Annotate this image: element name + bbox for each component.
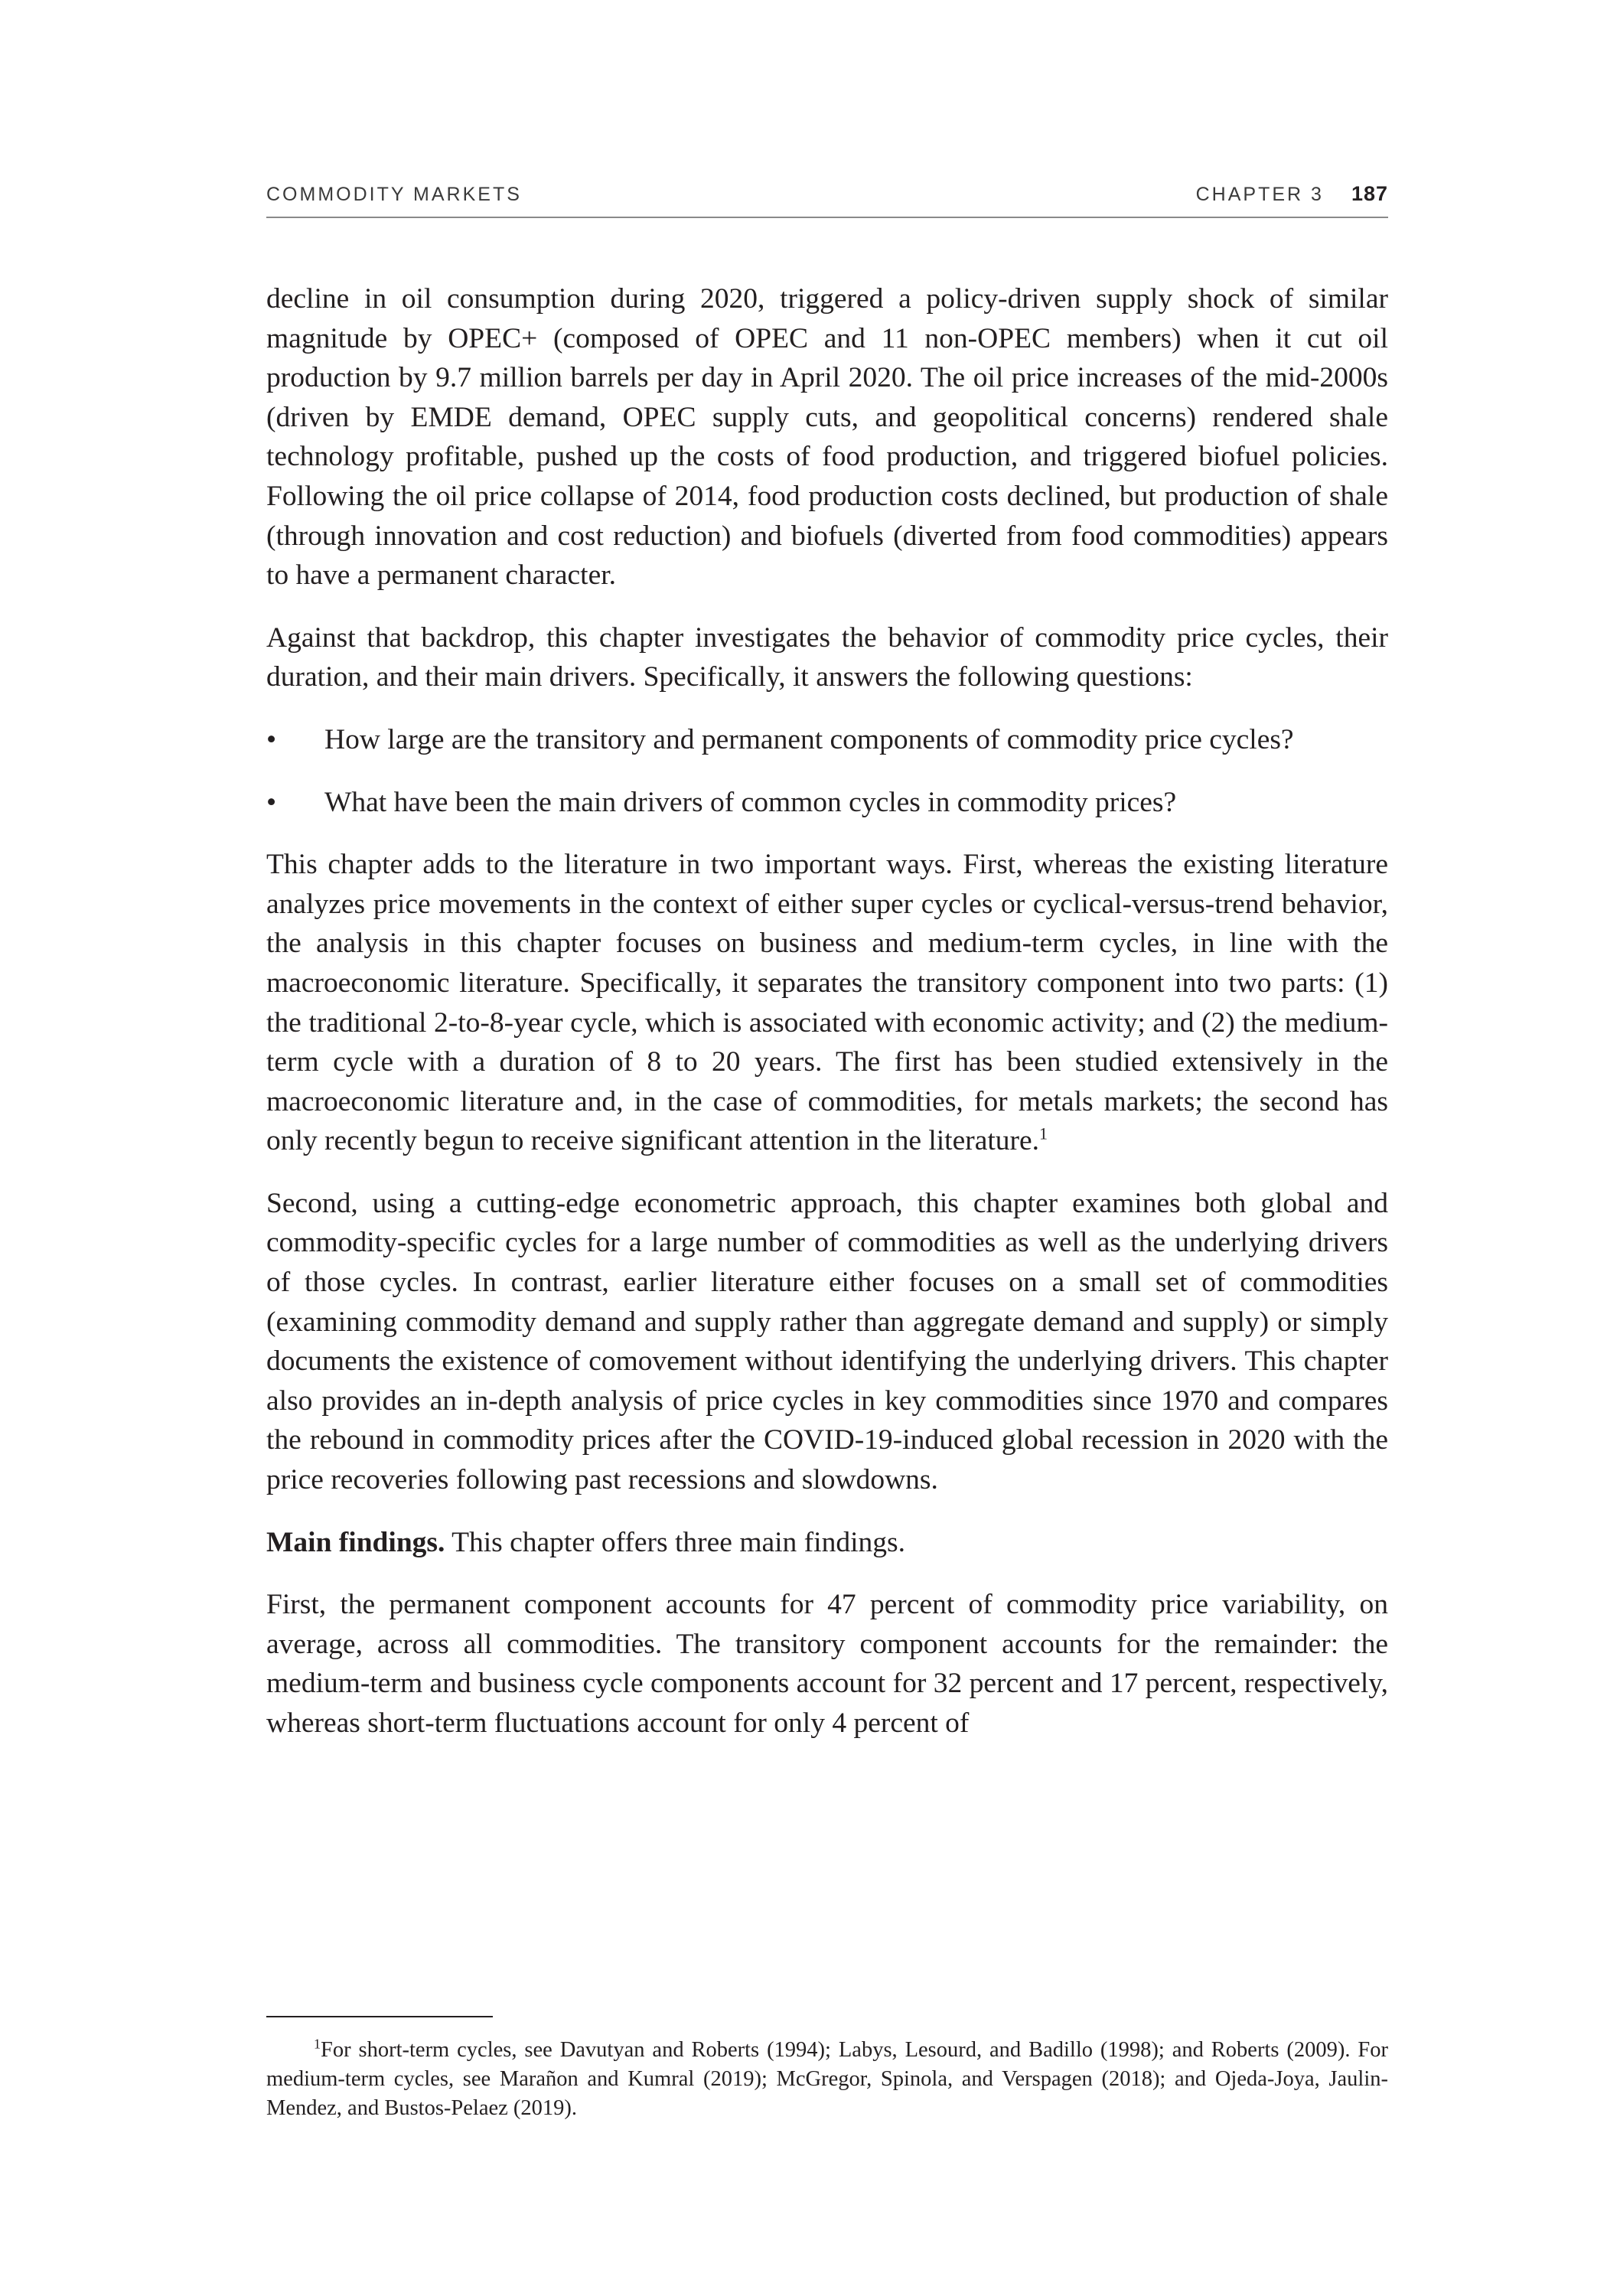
page xyxy=(266,182,1388,1766)
footnote-divider xyxy=(266,2016,493,2017)
running-header xyxy=(266,182,1388,218)
paragraph-text: This chapter adds to the literature in two important ways. First, whereas the existing literature analyzes price movements in the context of either super cycles or cyclical-versus-trend behavior, the analysis in this chapter focuses on business and medium-term cycles, in line with the macroeconomic literature. Specifically, it separates the transitory component into two parts: (1) the traditional 2-to-8-year cycle, which is associated with economic activity; and (2) the medium-term cycle with a duration of 8 to 20 years. The first has been studied extensively in the macroeconomic literature and, in the case of commodities, for metals markets; the second has only recently begun to receive significant attention in the literature. xyxy=(266,849,1388,1157)
question-list xyxy=(266,720,1388,822)
page-number: 187 xyxy=(1351,182,1388,205)
chapter-label: CHAPTER 3 xyxy=(1195,184,1324,205)
question-text: How large are the transitory and permanent components of commodity price cycles? xyxy=(324,723,1294,755)
paragraph-first-finding: First, the permanent component accounts for 47 percent of commodity price variability, on average, across all commodities. The transitory component accounts for the remainder: the medium-term and business cycle components account for 32 percent and 17 percent, respectively, whereas short-term fluctuations account for only 4 percent of xyxy=(266,1589,1388,1739)
question-item xyxy=(266,720,1388,760)
footnote-reference[interactable]: 1 xyxy=(1039,1124,1048,1143)
section-title: COMMODITY MARKETS xyxy=(266,184,522,205)
footnote-text: For short-term cycles, see Davutyan and Roberts (1994); Labys, Lesourd, and Badillo (1998); and Roberts (2009). For medium-term cycles, see Marañon and Kumral (2019); McGregor, Spinola, and Verspagen (2018); and Ojeda-Joya, Jaulin-Mendez, and Bustos-Pelaez (2019). xyxy=(266,2038,1388,2120)
footnotes xyxy=(266,2036,1388,2123)
main-findings-text: This chapter offers three main findings. xyxy=(445,1526,905,1558)
question-item xyxy=(266,783,1388,823)
paragraph-contribution-second: Second, using a cutting-edge econometric approach, this chapter examines both global and commodity-specific cycles for a large number of commodities as well as the underlying drivers of those cycles. In contrast, earlier literature either focuses on a small set of commodities (examining commodity demand and supply rather than aggregate demand and supply) or simply documents the existence of comovement without identifying the underlying drivers. This chapter also provides an in-depth analysis of price cycles in key commodities since 1970 and compares the rebound in commodity prices after the COVID-19-induced global recession in 2020 with the price recoveries following past recessions and slowdowns. xyxy=(266,1187,1388,1496)
paragraph-contribution-first xyxy=(266,845,1388,1161)
main-findings-heading: Main findings. xyxy=(266,1526,445,1558)
paragraph-questions-intro: Against that backdrop, this chapter investigates the behavior of commodity price cycles, their duration, and their main drivers. Specifically, it answers the following questions: xyxy=(266,621,1388,693)
footnote-marker: 1 xyxy=(314,2036,321,2052)
footnote xyxy=(266,2036,1388,2123)
body-text xyxy=(266,279,1388,1743)
paragraph-main-findings xyxy=(266,1523,1388,1563)
bullet-icon: • xyxy=(266,786,277,818)
paragraph-oil-shock: decline in oil consumption during 2020, triggered a policy-driven supply shock of similar magnitude by OPEC+ (composed of OPEC and 11 non-OPEC members) when it cut oil production by 9.7 million barrels per day in April 2020. The oil price increases of the mid-2000s (driven by EMDE demand, OPEC supply cuts, and geopolitical concerns) rendered shale technology profitable, pushed up the costs of food production, and triggered biofuel policies. Following the oil price collapse of 2014, food production costs declined, but production of shale (through innovation and cost reduction) and biofuels (diverted from food commodities) appears to have a permanent character. xyxy=(266,283,1388,592)
question-text: What have been the main drivers of common cycles in commodity prices? xyxy=(324,786,1177,818)
header-right xyxy=(1196,182,1388,206)
bullet-icon: • xyxy=(266,723,277,755)
